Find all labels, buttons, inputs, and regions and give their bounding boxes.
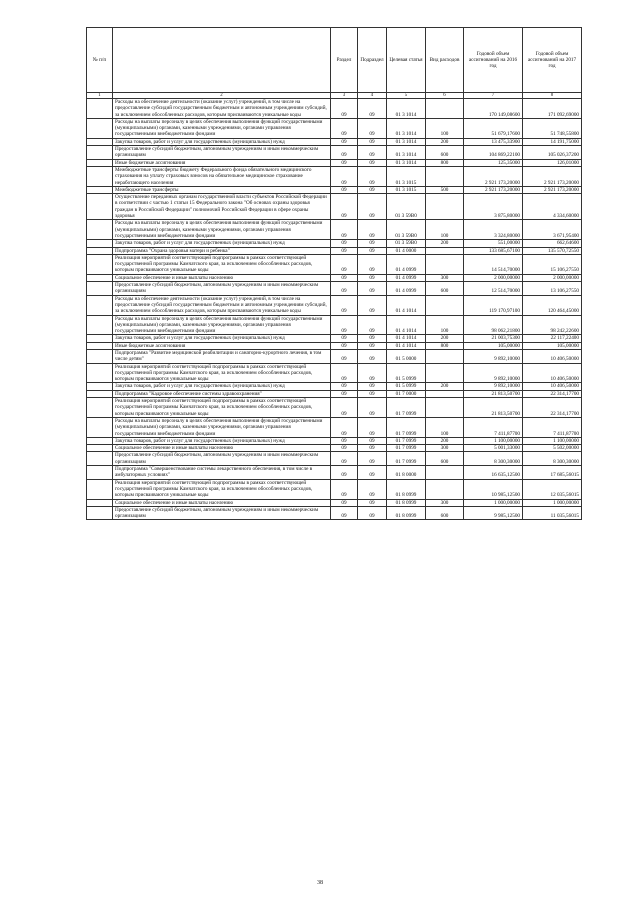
target-article-cell: 01 4 1014 — [387, 335, 426, 342]
razdel-cell: 09 — [331, 166, 358, 186]
amount-2017-cell: 171 092,69000 — [523, 99, 582, 119]
razdel-cell: 09 — [331, 99, 358, 119]
target-article-cell: 01 7 0999 — [387, 445, 426, 452]
expense-type-cell: 500 — [426, 186, 464, 193]
expense-type-cell: 200 — [426, 437, 464, 444]
expense-type-cell — [426, 247, 464, 254]
amount-2016-cell: 10 985,12500 — [464, 479, 523, 499]
row-number-cell — [87, 295, 113, 315]
row-name-cell: Расходы на выплаты персоналу в целях обеспечения выполнения функций государственными (муниципальными) органами, казенными учреждениями, органами управления государственными внебюджетными фондами — [113, 417, 331, 437]
podrazdel-cell: 09 — [358, 363, 387, 383]
target-article-cell: 01 3 1015 — [387, 186, 426, 193]
row-name-cell: Реализация мероприятий соответствующей подпрограммы в рамках соответствующей государственной программы Камчатского края, за исключением обособленных расходов, которым присваиваются уникальные коды — [113, 398, 331, 418]
amount-2017-cell: 17 685,56015 — [523, 466, 582, 480]
row-number-cell — [87, 315, 113, 335]
row-number-cell — [87, 138, 113, 145]
row-name-cell: Подпрограмма "Охрана здоровья матери и ребенка" — [113, 247, 331, 254]
amount-2016-cell: 119 170,97100 — [464, 295, 523, 315]
razdel-cell: 09 — [331, 390, 358, 397]
amount-2016-cell: 21 813,50700 — [464, 398, 523, 418]
razdel-cell: 09 — [331, 282, 358, 296]
amount-2017-cell: 1 000,00000 — [523, 499, 582, 506]
row-name-cell: Иные бюджетные ассигнования — [113, 342, 331, 349]
row-name-cell: Расходы на выплаты персоналу в целях обеспечения выполнения функций государственными (муниципальными) органами, казенными учреждениями, органами управления государственными внебюджетными фондами — [113, 118, 331, 138]
col-header-podrazdel: Подраздел — [358, 28, 387, 93]
table-row — [87, 118, 582, 138]
podrazdel-cell: 09 — [358, 220, 387, 240]
razdel-cell: 09 — [331, 383, 358, 390]
column-number: 8 — [523, 93, 582, 99]
header-row — [87, 28, 582, 93]
podrazdel-cell: 09 — [358, 247, 387, 254]
podrazdel-cell: 09 — [358, 417, 387, 437]
target-article-cell: 01 7 0999 — [387, 437, 426, 444]
expense-type-cell: 800 — [426, 342, 464, 349]
amount-2016-cell: 125,35000 — [464, 159, 523, 166]
amount-2017-cell: 10 406,50000 — [523, 363, 582, 383]
row-name-cell: Социальное обеспечение и иные выплаты населению — [113, 445, 331, 452]
amount-2017-cell: 2 921 173,20000 — [523, 186, 582, 193]
target-article-cell: 01 3 1014 — [387, 99, 426, 119]
table-row — [87, 398, 582, 418]
amount-2017-cell: 10 406,50000 — [523, 349, 582, 363]
razdel-cell: 09 — [331, 159, 358, 166]
amount-2017-cell: 12 035,56015 — [523, 479, 582, 499]
expense-type-cell: 600 — [426, 146, 464, 160]
amount-2017-cell: 135 570,72550 — [523, 247, 582, 254]
razdel-cell: 09 — [331, 342, 358, 349]
row-number-cell — [87, 220, 113, 240]
razdel-cell: 09 — [331, 295, 358, 315]
podrazdel-cell: 09 — [358, 166, 387, 186]
row-name-cell: Подпрограмма "Кадровое обеспечение системы здравоохранения" — [113, 390, 331, 397]
expense-type-cell — [426, 254, 464, 274]
row-name-cell: Реализация мероприятий соответствующей подпрограммы в рамках соответствующей государственной программы Камчатского края, за исключением обособленных расходов, которым присваиваются уникальные коды — [113, 479, 331, 499]
row-name-cell: Предоставление субсидий бюджетным, автономным учреждениям и иным некоммерческим организациям — [113, 282, 331, 296]
amount-2016-cell: 8 300,30000 — [464, 452, 523, 466]
column-number: 7 — [464, 93, 523, 99]
amount-2017-cell: 3 671,95400 — [523, 220, 582, 240]
razdel-cell: 09 — [331, 363, 358, 383]
podrazdel-cell: 09 — [358, 452, 387, 466]
expense-type-cell — [426, 349, 464, 363]
expense-type-cell — [426, 479, 464, 499]
row-number-cell — [87, 398, 113, 418]
amount-2017-cell: 126,01000 — [523, 159, 582, 166]
row-number-cell — [87, 445, 113, 452]
row-number-cell — [87, 247, 113, 254]
podrazdel-cell: 09 — [358, 383, 387, 390]
amount-2017-cell: 7 411,87700 — [523, 417, 582, 437]
row-number-cell — [87, 186, 113, 193]
target-article-cell: 01 3 59В0 — [387, 240, 426, 247]
target-article-cell: 01 5 0999 — [387, 363, 426, 383]
expense-type-cell: 800 — [426, 159, 464, 166]
amount-2016-cell: 104 869,22100 — [464, 146, 523, 160]
podrazdel-cell: 09 — [358, 282, 387, 296]
table-row — [87, 295, 582, 315]
column-number: 4 — [358, 93, 387, 99]
expense-type-cell — [426, 466, 464, 480]
col-header-number: № п/п — [87, 28, 113, 93]
amount-2016-cell: 51 679,17600 — [464, 118, 523, 138]
table-row — [87, 247, 582, 254]
row-number-cell — [87, 499, 113, 506]
row-name-cell: Реализация мероприятий соответствующей подпрограммы в рамках соответствующей государственной программы Камчатского края, за исключением обособленных расходов, которым присваиваются уникальные коды — [113, 363, 331, 383]
razdel-cell: 09 — [331, 466, 358, 480]
amount-2016-cell: 9 985,12500 — [464, 506, 523, 520]
row-name-cell: Межбюджетные трансферты — [113, 186, 331, 193]
row-number-cell — [87, 437, 113, 444]
podrazdel-cell: 09 — [358, 499, 387, 506]
table-row — [87, 499, 582, 506]
amount-2016-cell: 105,00000 — [464, 342, 523, 349]
amount-2016-cell: 170 149,08600 — [464, 99, 523, 119]
podrazdel-cell: 09 — [358, 390, 387, 397]
col-header-2017: Годовой объем ассигнований на 2017 год — [523, 28, 582, 93]
podrazdel-cell: 09 — [358, 138, 387, 145]
amount-2016-cell: 21 003,75300 — [464, 335, 523, 342]
target-article-cell: 01 7 0999 — [387, 398, 426, 418]
table-row — [87, 186, 582, 193]
razdel-cell: 09 — [331, 194, 358, 220]
amount-2017-cell: 120 464,45000 — [523, 295, 582, 315]
podrazdel-cell: 09 — [358, 146, 387, 160]
podrazdel-cell: 09 — [358, 445, 387, 452]
row-number-cell — [87, 390, 113, 397]
row-number-cell — [87, 383, 113, 390]
expense-type-cell — [426, 99, 464, 119]
page-number: 38 — [317, 880, 323, 886]
amount-2016-cell: 1 000,00000 — [464, 499, 523, 506]
amount-2017-cell: 14 191,75000 — [523, 138, 582, 145]
amount-2016-cell: 7 411,87700 — [464, 417, 523, 437]
amount-2016-cell: 14 514,70000 — [464, 254, 523, 274]
expense-type-cell: 100 — [426, 220, 464, 240]
table-row — [87, 349, 582, 363]
target-article-cell: 01 8 0999 — [387, 506, 426, 520]
table-row — [87, 445, 582, 452]
row-number-cell — [87, 282, 113, 296]
amount-2016-cell: 1 100,00000 — [464, 437, 523, 444]
amount-2017-cell: 2 000,00000 — [523, 274, 582, 281]
column-number: 5 — [387, 93, 426, 99]
amount-2016-cell: 9 892,10000 — [464, 363, 523, 383]
target-article-cell: 01 3 1015 — [387, 166, 426, 186]
column-number: 2 — [113, 93, 331, 99]
row-name-cell: Расходы на обеспечение деятельности (оказание услуг) учреждений, в том числе на предоставление субсидий государственным бюджетным и автономным учреждениям субсидий, за исключением обособленных расходов, которым присваиваются уникальные коды — [113, 295, 331, 315]
table-row — [87, 506, 582, 520]
table-row — [87, 254, 582, 274]
row-name-cell: Подпрограмма "Совершенствование системы лекарственного обеспечения, в том числе в амбулаторных условиях" — [113, 466, 331, 480]
expense-type-cell: 200 — [426, 138, 464, 145]
target-article-cell: 01 4 0000 — [387, 247, 426, 254]
column-number: 3 — [331, 93, 358, 99]
expense-type-cell: 200 — [426, 240, 464, 247]
amount-2017-cell: 11 035,56015 — [523, 506, 582, 520]
target-article-cell: 01 8 0999 — [387, 479, 426, 499]
table-row — [87, 437, 582, 444]
table-row — [87, 99, 582, 119]
row-name-cell: Расходы на выплаты персоналу в целях обеспечения выполнения функций государственными (муниципальными) органами, казенными учреждениями, органами управления государственными внебюджетными фондами — [113, 220, 331, 240]
table-row — [87, 342, 582, 349]
target-article-cell: 01 7 0999 — [387, 452, 426, 466]
razdel-cell: 09 — [331, 274, 358, 281]
row-number-cell — [87, 466, 113, 480]
razdel-cell: 09 — [331, 499, 358, 506]
podrazdel-cell: 09 — [358, 254, 387, 274]
row-name-cell: Иные бюджетные ассигнования — [113, 159, 331, 166]
expense-type-cell: 600 — [426, 452, 464, 466]
row-name-cell: Осуществление переданных органам государственной власти субъектов Российской Федерации в соответствии с частью 1 статьи 15 Федерального закона "Об основах охраны здоровья граждан в Российской Федерации" полномочий Российской Федерации в сфере охраны здоровья — [113, 194, 331, 220]
target-article-cell: 01 3 59В0 — [387, 194, 426, 220]
amount-2016-cell: 3 324,80000 — [464, 220, 523, 240]
podrazdel-cell: 09 — [358, 335, 387, 342]
target-article-cell: 01 5 0000 — [387, 349, 426, 363]
expense-type-cell: 600 — [426, 282, 464, 296]
row-name-cell: Закупка товаров, работ и услуг для государственных (муниципальных) нужд — [113, 437, 331, 444]
expense-type-cell — [426, 363, 464, 383]
razdel-cell: 09 — [331, 138, 358, 145]
amount-2017-cell: 10 406,50000 — [523, 383, 582, 390]
razdel-cell: 09 — [331, 220, 358, 240]
amount-2017-cell: 5 502,00000 — [523, 445, 582, 452]
row-name-cell: Расходы на выплаты персоналу в целях обеспечения выполнения функций государственными (муниципальными) органами, казенными учреждениями, органами управления государственными внебюджетными фондами — [113, 315, 331, 335]
row-name-cell: Подпрограмма "Развитие медицинской реабилитации и санаторно-курортного лечения, в том числе детям" — [113, 349, 331, 363]
razdel-cell: 09 — [331, 247, 358, 254]
table-row — [87, 452, 582, 466]
amount-2017-cell: 51 748,55800 — [523, 118, 582, 138]
amount-2016-cell: 98 062,21800 — [464, 315, 523, 335]
row-number-cell — [87, 194, 113, 220]
row-name-cell: Закупка товаров, работ и услуг для государственных (муниципальных) нужд — [113, 335, 331, 342]
razdel-cell: 09 — [331, 315, 358, 335]
podrazdel-cell: 09 — [358, 437, 387, 444]
target-article-cell: 01 5 0999 — [387, 383, 426, 390]
amount-2016-cell: 3 875,80000 — [464, 194, 523, 220]
amount-2017-cell: 662,64600 — [523, 240, 582, 247]
row-name-cell: Закупка товаров, работ и услуг для государственных (муниципальных) нужд — [113, 138, 331, 145]
podrazdel-cell: 09 — [358, 159, 387, 166]
row-number-cell — [87, 342, 113, 349]
podrazdel-cell: 09 — [358, 466, 387, 480]
target-article-cell: 01 8 0000 — [387, 466, 426, 480]
budget-table — [86, 27, 582, 520]
amount-2017-cell: 22 117,22400 — [523, 335, 582, 342]
target-article-cell: 01 3 59В0 — [387, 220, 426, 240]
table-row — [87, 220, 582, 240]
razdel-cell: 09 — [331, 118, 358, 138]
row-number-cell — [87, 274, 113, 281]
amount-2017-cell: 1 100,00000 — [523, 437, 582, 444]
amount-2016-cell: 2 921 173,20000 — [464, 166, 523, 186]
table-row — [87, 363, 582, 383]
razdel-cell: 09 — [331, 506, 358, 520]
row-number-cell — [87, 349, 113, 363]
podrazdel-cell: 09 — [358, 118, 387, 138]
table-row — [87, 335, 582, 342]
target-article-cell: 01 4 1014 — [387, 295, 426, 315]
target-article-cell: 01 7 0000 — [387, 390, 426, 397]
table-row — [87, 417, 582, 437]
table-row — [87, 146, 582, 160]
podrazdel-cell: 09 — [358, 342, 387, 349]
target-article-cell: 01 4 1014 — [387, 315, 426, 335]
podrazdel-cell: 09 — [358, 398, 387, 418]
amount-2016-cell: 133 685,67100 — [464, 247, 523, 254]
amount-2016-cell: 21 813,50700 — [464, 390, 523, 397]
razdel-cell: 09 — [331, 349, 358, 363]
amount-2016-cell: 13 475,33900 — [464, 138, 523, 145]
row-name-cell: Закупка товаров, работ и услуг для государственных (муниципальных) нужд — [113, 383, 331, 390]
col-header-razdel: Раздел — [331, 28, 358, 93]
podrazdel-cell: 09 — [358, 194, 387, 220]
expense-type-cell: 600 — [426, 506, 464, 520]
target-article-cell: 01 4 1014 — [387, 342, 426, 349]
amount-2017-cell: 98 242,22600 — [523, 315, 582, 335]
col-header-vid: Вид расходов — [426, 28, 464, 93]
row-number-cell — [87, 363, 113, 383]
expense-type-cell: 300 — [426, 445, 464, 452]
table-row — [87, 240, 582, 247]
table-row — [87, 282, 582, 296]
amount-2017-cell: 105,00000 — [523, 342, 582, 349]
razdel-cell: 09 — [331, 240, 358, 247]
amount-2016-cell: 16 635,12500 — [464, 466, 523, 480]
amount-2016-cell: 9 892,10000 — [464, 349, 523, 363]
row-number-cell — [87, 417, 113, 437]
expense-type-cell: 200 — [426, 335, 464, 342]
expense-type-cell: 100 — [426, 118, 464, 138]
podrazdel-cell: 09 — [358, 506, 387, 520]
podrazdel-cell: 09 — [358, 240, 387, 247]
amount-2016-cell: 551,00000 — [464, 240, 523, 247]
podrazdel-cell: 09 — [358, 274, 387, 281]
row-name-cell: Расходы на обеспечение деятельности (оказание услуг) учреждений, в том числе на предоставление субсидий государственным бюджетным и автономным учреждениям субсидий, за исключением обособленных расходов, которым присваиваются уникальные коды — [113, 99, 331, 119]
row-number-cell — [87, 479, 113, 499]
podrazdel-cell: 09 — [358, 295, 387, 315]
podrazdel-cell: 09 — [358, 99, 387, 119]
razdel-cell: 09 — [331, 417, 358, 437]
razdel-cell: 09 — [331, 186, 358, 193]
expense-type-cell: 200 — [426, 383, 464, 390]
row-number-cell — [87, 506, 113, 520]
razdel-cell: 09 — [331, 254, 358, 274]
table-row — [87, 159, 582, 166]
col-header-2016: Годовой объем ассигнований на 2016 год — [464, 28, 523, 93]
expense-type-cell — [426, 295, 464, 315]
razdel-cell: 09 — [331, 452, 358, 466]
expense-type-cell: 100 — [426, 417, 464, 437]
row-number-cell — [87, 335, 113, 342]
table-row — [87, 315, 582, 335]
amount-2016-cell: 2 000,00000 — [464, 274, 523, 281]
expense-type-cell — [426, 166, 464, 186]
target-article-cell: 01 3 1014 — [387, 138, 426, 145]
col-header-name — [113, 28, 331, 93]
expense-type-cell: 100 — [426, 315, 464, 335]
row-number-cell — [87, 99, 113, 119]
expense-type-cell: 300 — [426, 274, 464, 281]
row-number-cell — [87, 159, 113, 166]
amount-2017-cell: 22 314,17700 — [523, 390, 582, 397]
table-row — [87, 166, 582, 186]
row-number-cell — [87, 254, 113, 274]
podrazdel-cell: 09 — [358, 315, 387, 335]
razdel-cell: 09 — [331, 398, 358, 418]
target-article-cell: 01 4 0999 — [387, 254, 426, 274]
razdel-cell: 09 — [331, 479, 358, 499]
target-article-cell: 01 8 0999 — [387, 499, 426, 506]
amount-2016-cell: 2 921 173,20000 — [464, 186, 523, 193]
amount-2017-cell: 2 921 173,20000 — [523, 166, 582, 186]
razdel-cell: 09 — [331, 146, 358, 160]
target-article-cell: 01 3 1014 — [387, 146, 426, 160]
target-article-cell: 01 3 1014 — [387, 118, 426, 138]
row-number-cell — [87, 240, 113, 247]
table-row — [87, 390, 582, 397]
amount-2017-cell: 13 106,27550 — [523, 282, 582, 296]
amount-2017-cell: 105 026,37200 — [523, 146, 582, 160]
amount-2017-cell: 22 314,17700 — [523, 398, 582, 418]
row-name-cell: Социальное обеспечение и иные выплаты населению — [113, 499, 331, 506]
column-number: 1 — [87, 93, 113, 99]
amount-2017-cell: 8 300,30000 — [523, 452, 582, 466]
expense-type-cell — [426, 390, 464, 397]
target-article-cell: 01 3 1014 — [387, 159, 426, 166]
table-row — [87, 383, 582, 390]
amount-2017-cell: 4 334,60000 — [523, 194, 582, 220]
column-number: 6 — [426, 93, 464, 99]
row-name-cell: Межбюджетные трансферты бюджету Федерального фонда обязательного медицинского страхования на уплату страховых взносов на обязательное медицинское страхование неработающего населения — [113, 166, 331, 186]
podrazdel-cell: 09 — [358, 186, 387, 193]
expense-type-cell: 300 — [426, 499, 464, 506]
col-header-statia: Целевая статья — [387, 28, 426, 93]
row-name-cell: Социальное обеспечение и иные выплаты населению — [113, 274, 331, 281]
razdel-cell: 09 — [331, 445, 358, 452]
amount-2017-cell: 15 106,27550 — [523, 254, 582, 274]
row-number-cell — [87, 146, 113, 160]
row-number-cell — [87, 118, 113, 138]
amount-2016-cell: 12 514,70000 — [464, 282, 523, 296]
target-article-cell: 01 7 0999 — [387, 417, 426, 437]
amount-2016-cell: 9 892,10000 — [464, 383, 523, 390]
table-row — [87, 194, 582, 220]
amount-2016-cell: 5 001,33000 — [464, 445, 523, 452]
row-name-cell: Предоставление субсидий бюджетным, автономным учреждениям и иным некоммерческим организациям — [113, 506, 331, 520]
table-row — [87, 479, 582, 499]
row-name-cell: Реализация мероприятий соответствующей подпрограммы в рамках соответствующей государственной программы Камчатского края, за исключением обособленных расходов, которым присваиваются уникальные коды — [113, 254, 331, 274]
row-number-cell — [87, 452, 113, 466]
table-row — [87, 466, 582, 480]
razdel-cell: 09 — [331, 335, 358, 342]
row-name-cell: Предоставление субсидий бюджетным, автономным учреждениям и иным некоммерческим организациям — [113, 452, 331, 466]
target-article-cell: 01 4 0999 — [387, 282, 426, 296]
target-article-cell: 01 4 0999 — [387, 274, 426, 281]
expense-type-cell — [426, 194, 464, 220]
row-name-cell: Закупка товаров, работ и услуг для государственных (муниципальных) нужд — [113, 240, 331, 247]
table-row — [87, 138, 582, 145]
podrazdel-cell: 09 — [358, 349, 387, 363]
expense-type-cell — [426, 398, 464, 418]
row-name-cell: Предоставление субсидий бюджетным, автономным учреждениям и иным некоммерческим организациям — [113, 146, 331, 160]
row-number-cell — [87, 166, 113, 186]
podrazdel-cell: 09 — [358, 479, 387, 499]
table-row — [87, 274, 582, 281]
razdel-cell: 09 — [331, 437, 358, 444]
